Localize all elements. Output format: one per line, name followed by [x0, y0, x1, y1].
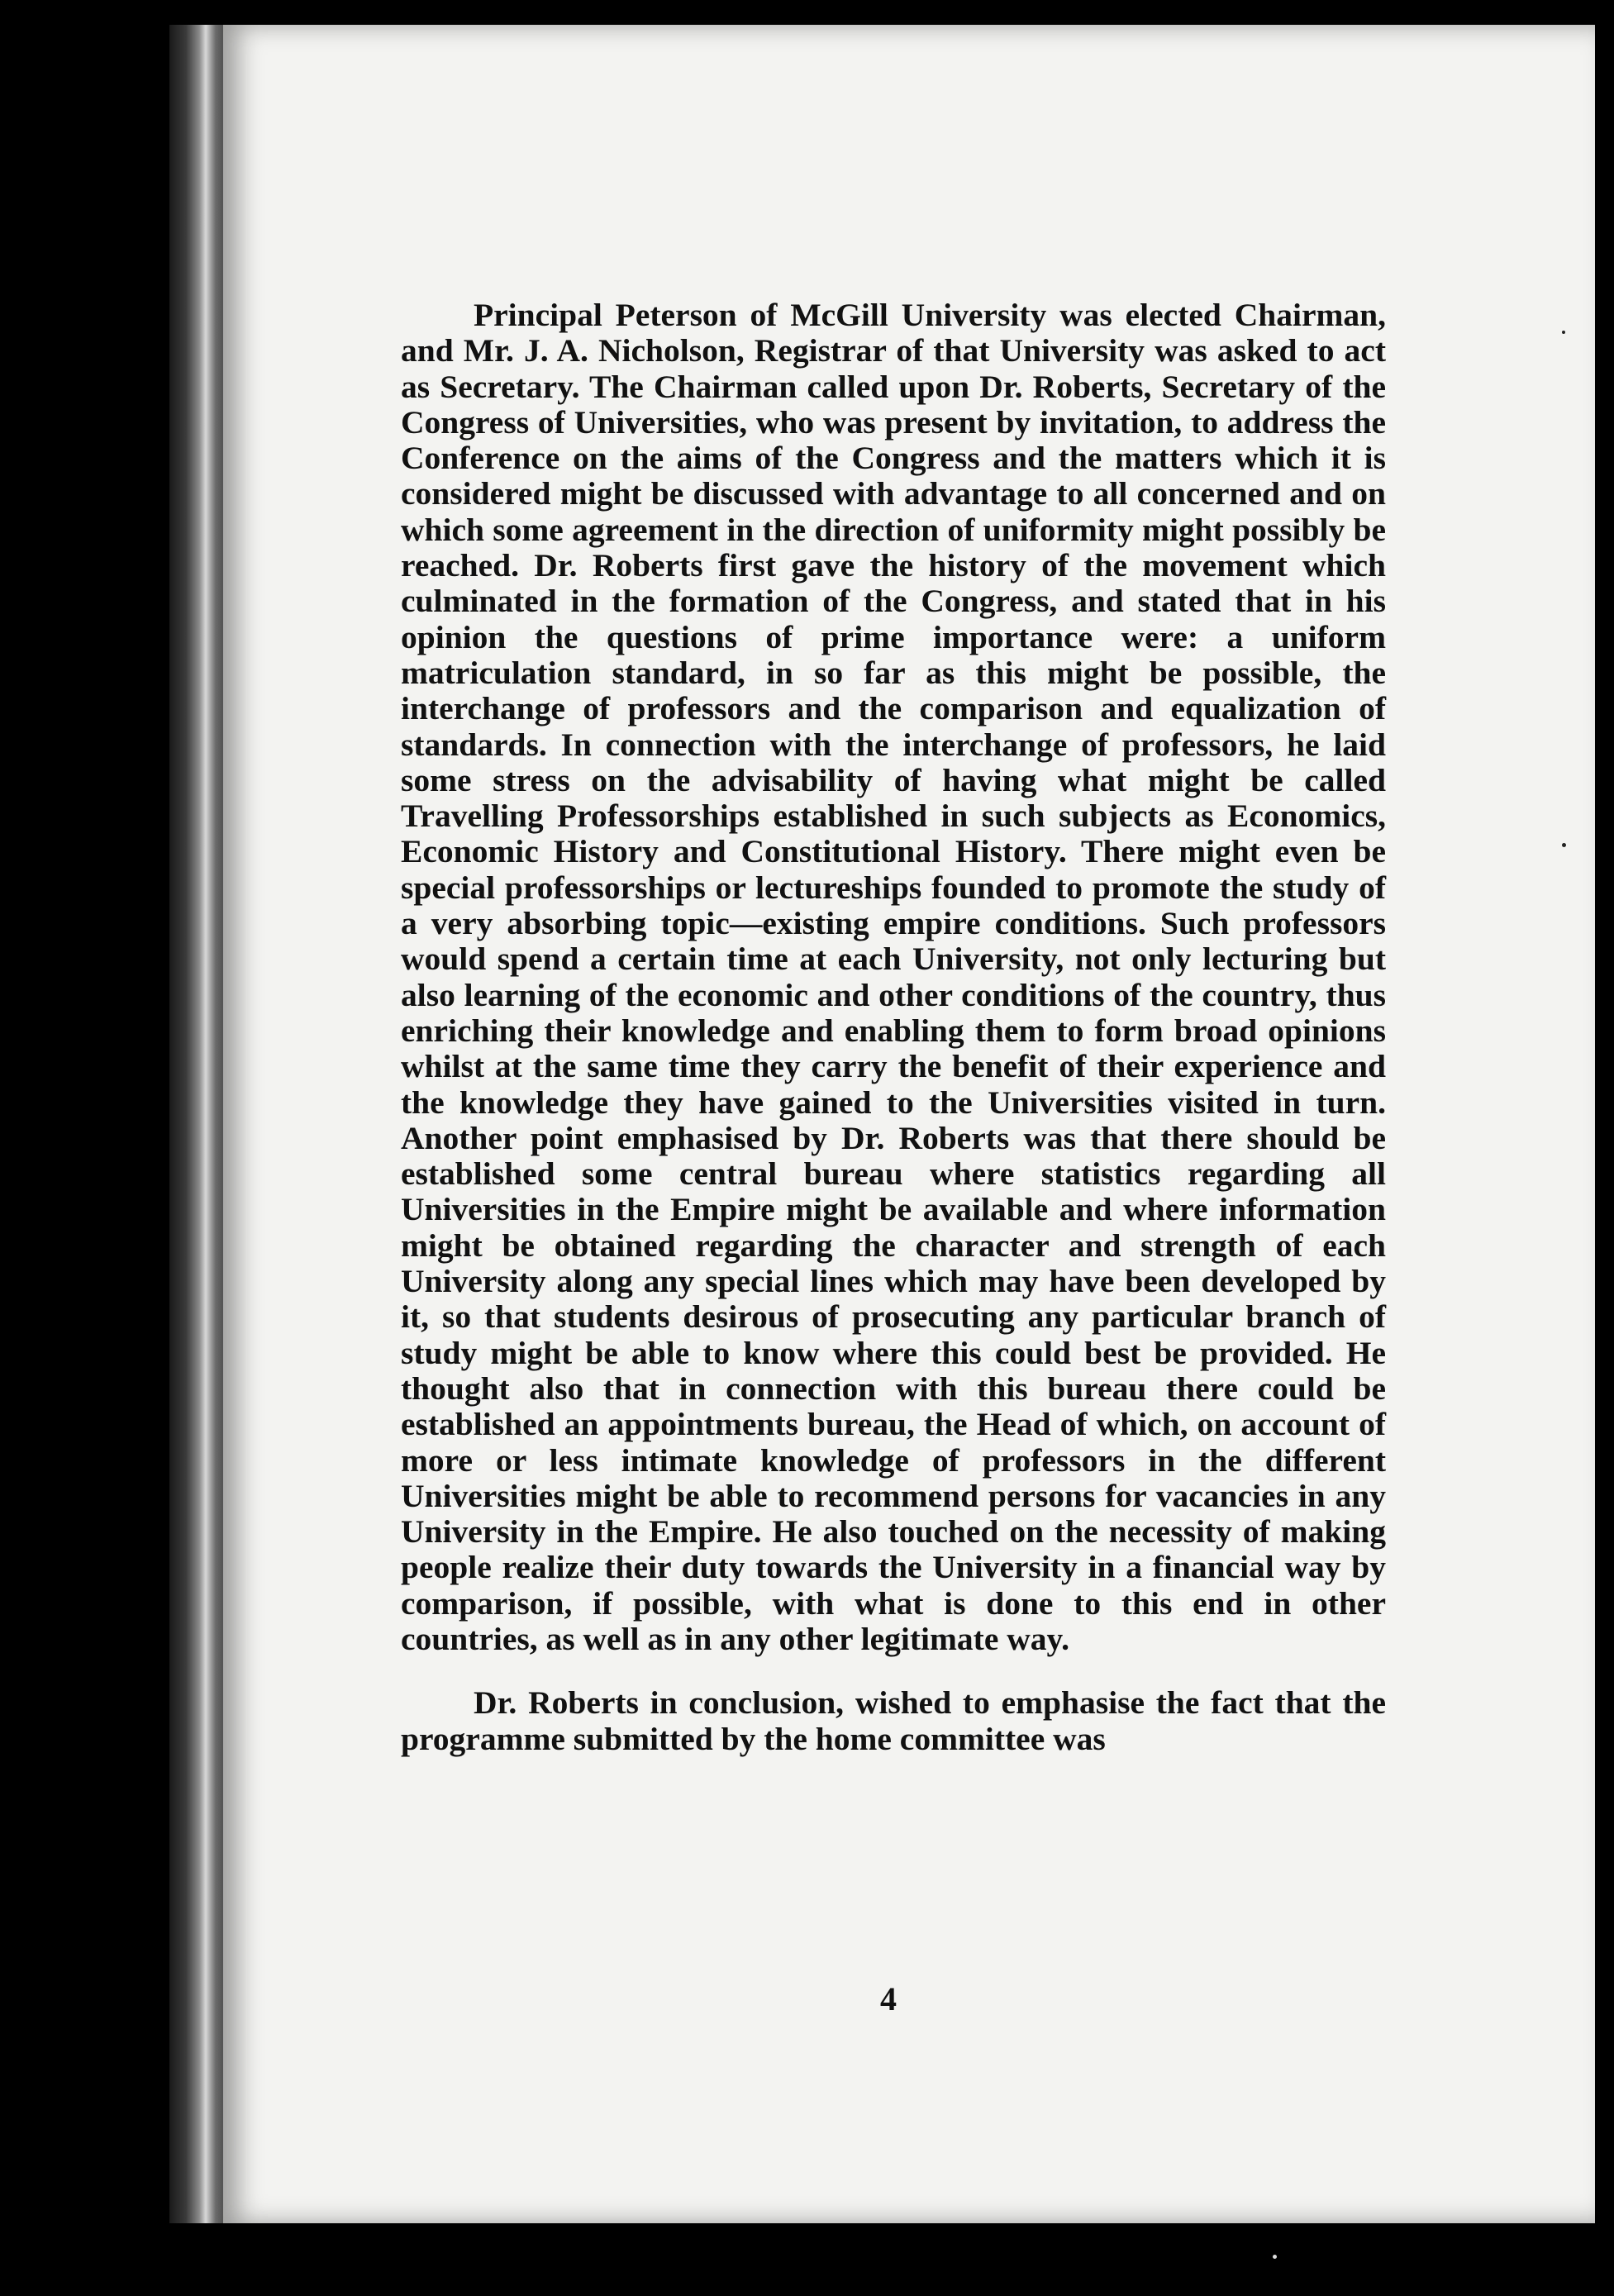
- dust-speck: [1273, 2255, 1277, 2259]
- paragraph-1: Principal Peterson of McGill University was elected Chairman, and Mr. J. A. Nicholson, Registrar of that University was asked to act as Secretary. The Chairman called upon Dr. Roberts, Secretary of the Congress of Universities, who was present by invitation, to address the Conference on the aims of the Congress and the matters which it is considered might be discussed with advantage to all concerned and on which some agreement in the direction of uniformity might possibly be reached. Dr. Roberts first gave the history of the movement which culminated in the formation of the Congress, and stated that in his opinion the questions of prime importance were: a uniform matriculation standard, in so far as this might be possible, the interchange of professors and the comparison and equalization of standards. In connection with the interchange of professors, he laid some stress on the advisability of having what might be called Travelling Professorships established in such subjects as Economics, Economic History and Constitutional History. There might even be special professorships or lectureships founded to promote the study of a very absorbing topic—existing empire conditions. Such professors would spend a certain time at each University, not only lecturing but also learning of the economic and other conditions of the country, thus enriching their knowledge and enabling them to form broad opinions whilst at the same time they carry the benefit of their experience and the knowledge they have gained to the Universities visited in turn. Another point emphasised by Dr. Roberts was that there should be established some central bureau where statistics regarding all Universities in the Empire might be available and where information might be obtained regarding the character and strength of each University along any special lines which may have been developed by it, so that students desirous of prosecuting any particular branch of study might be able to know where this could best be provided. He thought also that in connection with this bureau there could be established an appointments bureau, the Head of which, on account of more or less intimate knowledge of professors in the different Universities might be able to recommend persons for vacancies in any University in the Empire. He also touched on the necessity of making people realize their duty towards the University in a financial way by comparison, if possible, with what is done to this end in other countries, as well as in any other legitimate way.: [401, 297, 1386, 1657]
- paragraph-2: Dr. Roberts in conclusion, wished to emphasise the fact that the programme submitted by the home committee was: [401, 1684, 1386, 1757]
- dust-speck: [1562, 331, 1565, 334]
- page-number: 4: [880, 1980, 897, 2017]
- body-text: [401, 298, 1386, 1757]
- dust-speck: [1562, 843, 1566, 847]
